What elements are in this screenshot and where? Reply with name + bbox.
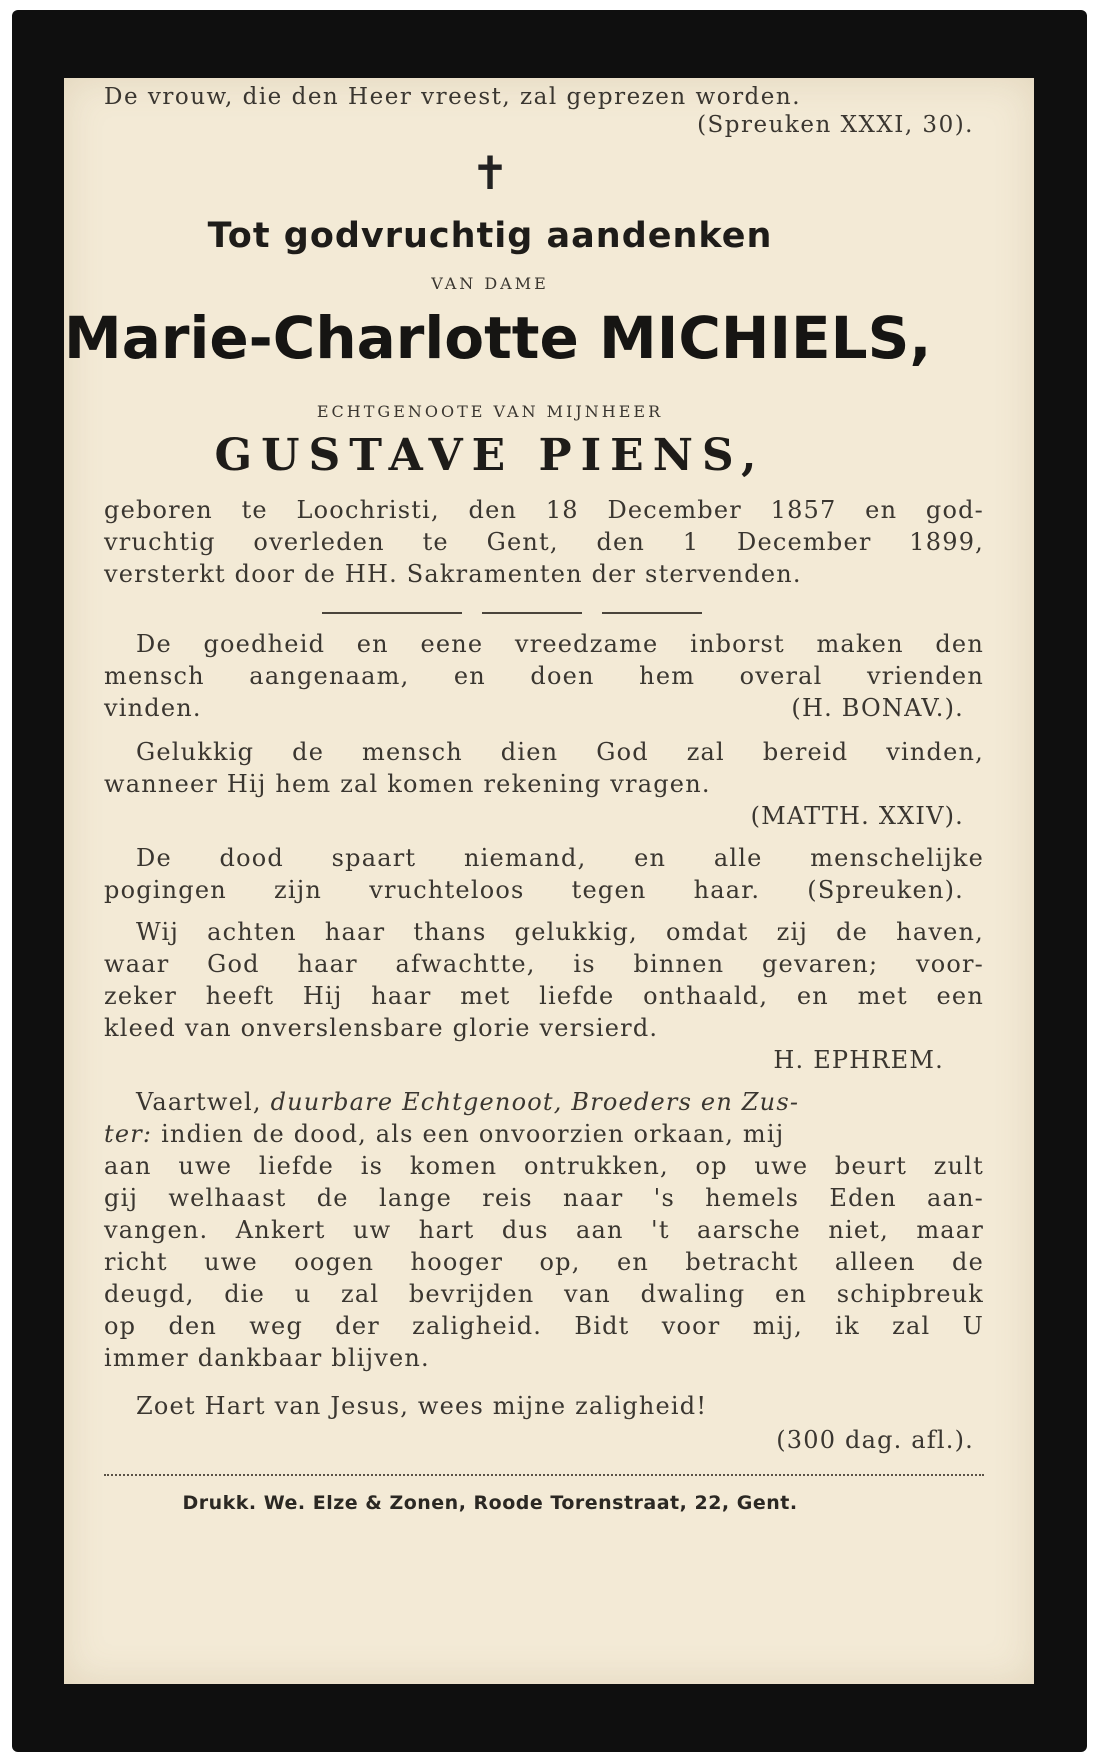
farewell-line: aan uwe liefde is komen ontrukken, op uwe beurt zult [104,1152,984,1180]
farewell-line: op den weg der zaligheid. Bidt voor mij, ik zal U [104,1312,984,1340]
farewell-lead: Vaartwel, [136,1088,262,1116]
cross-icon: ✝ [470,146,510,200]
quote-line: mensch aangenaam, en doen hem overal vrienden [104,662,984,690]
bio-line: geboren te Loochristi, den 18 December 1857 en god- [104,496,984,524]
farewell-line: immer dankbaar blijven. [104,1344,430,1372]
epigraph-source: (Spreuken XXXI, 30). [697,112,974,138]
quote-line: waar God haar afwachtte, is binnen gevaren; voor- [104,950,984,978]
farewell-line-2 [104,1120,984,1148]
divider-left [322,612,462,614]
quote-source: (H. BONAV.). [791,694,964,722]
farewell-line: richt uwe oogen hooger op, en betracht alleen de [104,1248,984,1276]
divider-right [602,612,702,614]
quote-line: pogingen zijn vruchteloos tegen haar. (Spreuken). [104,876,964,904]
deceased-name: Marie-Charlotte MICHIELS, [64,304,932,372]
van-dame-label: VAN DAME [431,274,549,293]
prayer-indulgence: (300 dag. afl.). [776,1426,974,1454]
divider-middle [482,612,582,614]
heading-title: Tot godvruchtig aandenken [207,216,773,256]
farewell-line-2-text: indien de dood, als een onvoorzien orkaan, mij [161,1120,785,1148]
epigraph-text: De vrouw, die den Heer vreest, zal geprezen worden. [104,84,802,110]
bio-line: vruchtig overleden te Gent, den 1 December 1899, [104,528,984,556]
memorial-card-border [12,10,1087,1752]
dotted-divider [104,1474,984,1476]
farewell-line: vangen. Ankert uw hart dus aan 't aarsche niet, maar [104,1216,984,1244]
quote-source: H. EPHREM. [773,1046,944,1074]
farewell-line-1 [136,1088,984,1116]
farewell-addressees: duurbare Echtgenoot, Broeders en Zus- [270,1088,800,1116]
farewell-line: gij welhaast de lange reis naar 's hemels Eden aan- [104,1184,984,1212]
farewell-line: deugd, die u zal bevrijden van dwaling en schipbreuk [104,1280,984,1308]
farewell-addressees-end: ter: [104,1120,153,1148]
spouse-name: GUSTAVE PIENS, [214,430,766,481]
memorial-card-paper [64,78,1034,1684]
printer-imprint: Drukk. We. Elze & Zonen, Roode Torenstraat, 22, Gent. [182,1492,798,1514]
quote-line: Wij achten haar thans gelukkig, omdat zij de haven, [136,918,984,946]
quote-line: vinden. [104,694,202,722]
quote-line: wanneer Hij hem zal komen rekening vragen. [104,770,711,798]
quote-line: De goedheid en eene vreedzame inborst maken den [136,630,984,658]
spouse-intro: ECHTGENOOTE VAN MIJNHEER [316,402,664,421]
quote-source: (MATTH. XXIV). [750,802,964,830]
bio-line: versterkt door de HH. Sakramenten der stervenden. [104,560,802,588]
quote-line: De dood spaart niemand, en alle menschelijke [136,844,984,872]
quote-line: zeker heeft Hij haar met liefde onthaald, en met een [104,982,984,1010]
quote-line: Gelukkig de mensch dien God zal bereid vinden, [136,738,984,766]
quote-line: kleed van onverslensbare glorie versierd. [104,1014,659,1042]
prayer-text: Zoet Hart van Jesus, wees mijne zaligheid! [136,1392,708,1420]
